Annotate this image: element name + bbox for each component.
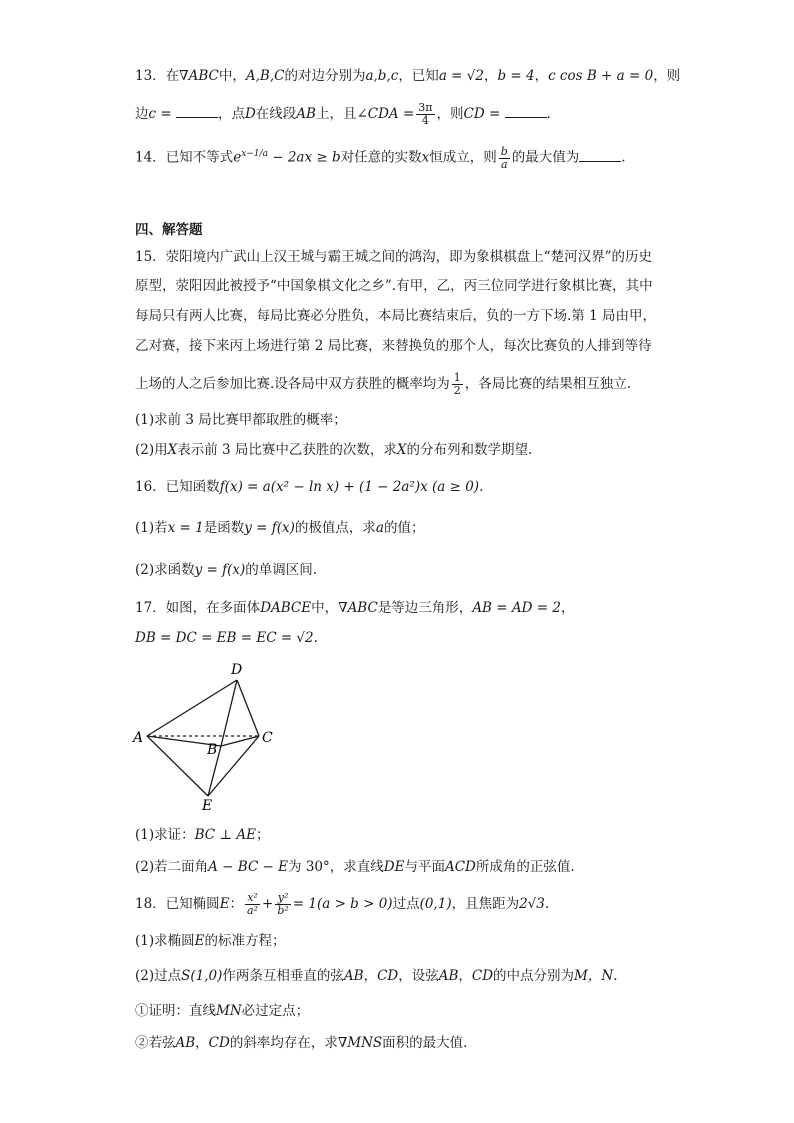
q18-line1: 18．已知椭圆E： $\frac{\text{x²}}{\text{a²}}$ + $\frac{\text{y²}}{\text{b²}}$ = 1(a > b > 0)过点(0,1)，且焦距为2√3.	[135, 891, 550, 917]
q17-line2: DB = DC = EB = EC = √2.	[135, 630, 318, 646]
edge-DB	[221, 680, 237, 746]
q15-part2: (2)用X表示前 3 局比赛中乙获胜的次数，求X的分布列和数学期望.	[135, 442, 533, 458]
polyhedron-figure	[125, 656, 285, 816]
answer-blank[interactable]	[176, 103, 218, 118]
label-A: A	[133, 730, 144, 746]
q18-part2: (2)过点S(1,0)作两条互相垂直的弦AB，CD，设弦AB，CD的中点分别为M，N.	[135, 968, 618, 984]
q17-part2: (2)若二面角A − BC − E为 30°，求直线DE与平面ACD所成角的正弦值.	[135, 859, 575, 875]
q13-line2: 边c = ，点D在线段AB上，且∠CDA = $\frac{3\pi}{4}$ ，则CD = ．	[135, 101, 561, 127]
q16-part2: (2)求函数y = f(x)的单调区间.	[135, 562, 318, 578]
q15-line1: 15．荥阳境内广武山上汉王城与霸王城之间的鸿沟，即为象棋棋盘上“楚河汉界”的历史	[135, 249, 652, 265]
q17-part1: (1)求证：BC ⊥ AE；	[135, 827, 270, 843]
q15-line5: 上场的人之后参加比赛.设各局中双方获胜的概率均为 $\frac{1}{2}$ ，各局比赛的结果相互独立.	[135, 371, 632, 397]
answer-blank[interactable]	[505, 103, 547, 118]
label-B: B	[207, 742, 218, 758]
edge-BC	[221, 736, 259, 746]
fraction-3pi-4: $\frac{3\pi}{4}$	[418, 101, 433, 127]
q15-line4: 乙对赛，接下来丙上场进行第 2 局比赛，来替换负的那个人，每次比赛负的人排到等待	[135, 338, 652, 354]
fraction-b-a: $\frac{b}{a}$	[500, 144, 508, 171]
label-C: C	[262, 730, 273, 746]
q16-line1: 16．已知函数f(x) = a(x² − ln x) + (1 − 2a²)x (a ≥ 0).	[135, 479, 484, 495]
fraction-y2-b2: $\frac{\text{y²}}{\text{b²}}$	[277, 891, 289, 917]
label-D: D	[231, 662, 243, 678]
answer-blank[interactable]	[579, 147, 621, 162]
q13-line1: 13．在∇ABC中，A,B,C的对边分别为a,b,c，已知a = √2，b = 4，c cos B + a = 0，则	[135, 68, 681, 84]
q15-part1: (1)求前 3 局比赛甲都取胜的概率；	[135, 412, 347, 428]
fraction-one-half: $\frac{1}{2}$	[453, 371, 461, 397]
fraction-x2-a2: $\frac{\text{x²}}{\text{a²}}$	[247, 891, 259, 917]
q18-part1: (1)求椭圆E的标准方程；	[135, 933, 286, 949]
q14-line: 14．已知不等式$e^{x-1/a} - 2ax \ge b$对任意的实数x恒成立，则 $\frac{b}{a}$ 的最大值为 .	[135, 144, 626, 171]
q17-line1: 17．如图，在多面体DABCE中，∇ABC是等边三角形，AB = AD = 2，	[135, 600, 575, 616]
q18-sub1: ①证明：直线MN必过定点；	[135, 1003, 310, 1019]
q15-line2: 原型，荥阳因此被授予“中国象棋文化之乡”.有甲，乙，丙三位同学进行象棋比赛，其中	[135, 278, 653, 294]
edge-AD	[147, 680, 237, 736]
edge-DC	[237, 680, 259, 736]
section-title: 四、解答题	[135, 222, 203, 238]
label-E: E	[202, 798, 213, 814]
edge-AE	[147, 736, 208, 796]
q18-sub2: ②若弦AB，CD的斜率均存在，求∇MNS面积的最大值.	[135, 1035, 468, 1051]
q16-part1: (1)若x = 1是函数y = f(x)的极值点，求a的值；	[135, 520, 425, 536]
q15-line3: 每局只有两人比赛，每局比赛必分胜负，本局比赛结束后，负的一方下场.第 1 局由甲，	[135, 308, 656, 324]
